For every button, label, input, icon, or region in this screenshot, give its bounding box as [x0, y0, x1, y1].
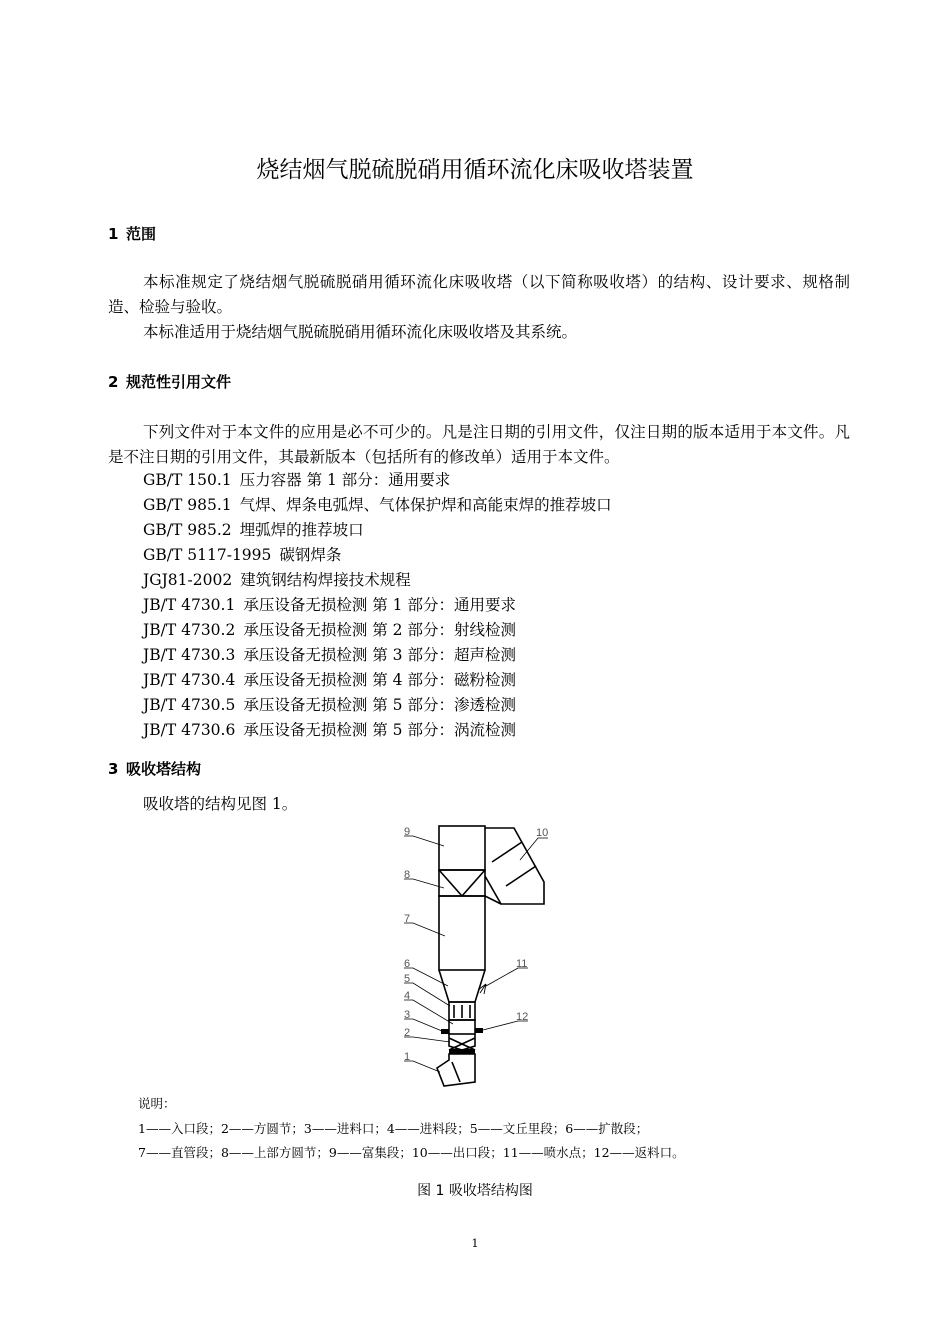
reference-title: 承压设备无损检测 第 3 部分：超声检测: [243, 646, 516, 664]
reference-item: [143, 718, 516, 743]
section-number: 3: [108, 760, 119, 778]
section-3-heading: [108, 759, 201, 779]
reference-code: JB/T 4730.1: [143, 596, 236, 614]
reference-title: 埋弧焊的推荐坡口: [239, 521, 364, 539]
callout-label: 3: [404, 1009, 411, 1021]
enrichment-section: [439, 826, 485, 870]
reference-title: 承压设备无损检测 第 1 部分：通用要求: [243, 596, 516, 614]
reference-code: JB/T 4730.2: [143, 621, 236, 639]
reference-title: 承压设备无损检测 第 2 部分：射线检测: [243, 621, 516, 639]
figure-caption: 图 1 吸收塔结构图: [417, 1183, 533, 1199]
reference-item: [143, 593, 516, 618]
reference-code: GB/T 150.1: [143, 471, 232, 489]
page-number: 1: [471, 1237, 479, 1250]
reference-title: 碳钢焊条: [279, 546, 342, 564]
reference-title: 承压设备无损检测 第 5 部分：涡流检测: [243, 721, 516, 739]
section-number: 2: [108, 373, 119, 391]
reference-code: GB/T 985.1: [143, 496, 232, 514]
section-1-heading: [108, 224, 156, 244]
figure-note-line: 1——入口段；2——方圆节；3——进料口；4——进料段；5——文丘里段；6——扩散段；: [138, 1121, 649, 1136]
figure-note-heading: 说明：: [138, 1096, 176, 1111]
reference-title: 气焊、焊条电弧焊、气体保护焊和高能束焊的推荐坡口: [239, 496, 612, 514]
reference-title: 压力容器 第 1 部分：通用要求: [239, 471, 451, 489]
callout-label: 12: [516, 1011, 529, 1023]
reference-item: [143, 568, 411, 593]
reference-title: 建筑钢结构焊接技术规程: [240, 571, 411, 589]
section-2-heading: [108, 372, 231, 392]
callout-label: 2: [404, 1027, 411, 1039]
reference-code: GB/T 985.2: [143, 521, 232, 539]
section-1-paragraph-1: 本标准规定了烧结烟气脱硫脱硝用循环流化床吸收塔（以下简称吸收塔）的结构、设计要求、规格制造、检验与验收。: [108, 273, 850, 316]
leader-line: [404, 983, 450, 1006]
section-3-paragraph-1: 吸收塔的结构见图 1。: [143, 795, 298, 813]
reference-item: [143, 493, 612, 518]
document-title: 烧结烟气脱硫脱硝用循环流化床吸收塔装置: [256, 157, 694, 183]
return-port: [475, 1028, 483, 1033]
absorber-structure-diagram: [395, 820, 555, 1090]
section-1-paragraph-2: 本标准适用于烧结烟气脱硫脱硝用循环流化床吸收塔及其系统。: [143, 323, 578, 341]
reference-title: 承压设备无损检测 第 5 部分：渗透检测: [243, 696, 516, 714]
callout-label: 6: [404, 958, 411, 970]
reference-item: [143, 618, 516, 643]
inlet-flange: [449, 1049, 475, 1054]
reference-item: [143, 518, 364, 543]
straight-pipe-section: [439, 896, 485, 970]
reference-item: [143, 543, 341, 568]
reference-code: JB/T 4730.3: [143, 646, 236, 664]
callout-label: 8: [404, 869, 411, 881]
section-number: 1: [108, 225, 119, 243]
diffuser-section: [439, 970, 485, 1002]
callout-label: 4: [404, 990, 411, 1002]
reference-code: JB/T 4730.5: [143, 696, 236, 714]
reference-code: JB/T 4730.6: [143, 721, 236, 739]
callout-label: 11: [516, 958, 528, 970]
callout-label: 5: [404, 973, 411, 985]
reference-item: [143, 468, 450, 493]
reference-code: JB/T 4730.4: [143, 671, 236, 689]
reference-title: 承压设备无损检测 第 4 部分：磁粉检测: [243, 671, 516, 689]
callout-label: 7: [404, 913, 411, 925]
reference-item: [143, 668, 516, 693]
section-title: 规范性引用文件: [126, 373, 232, 391]
section-2-paragraph-1: 下列文件对于本文件的应用是必不可少的。凡是注日期的引用文件，仅注日期的版本适用于本文件。凡是不注日期的引用文件，其最新版本（包括所有的修改单）适用于本文件。: [108, 423, 850, 466]
feed-section: [449, 1020, 475, 1034]
section-title: 范围: [126, 225, 157, 243]
leader-line: [486, 968, 528, 986]
section-title: 吸收塔结构: [126, 760, 202, 778]
reference-item: [143, 693, 516, 718]
callout-label: 9: [404, 826, 411, 838]
reference-code: JGJ81-2002: [143, 571, 233, 589]
leader-line: [520, 838, 548, 860]
feed-port: [441, 1029, 449, 1034]
leader-line: [404, 1037, 450, 1042]
callout-label: 1: [404, 1051, 411, 1063]
reference-code: GB/T 5117-1995: [143, 546, 272, 564]
reference-item: [143, 643, 516, 668]
upper-transition-section: [439, 870, 485, 896]
figure-note-line: 7——直管段；8——上部方圆节；9——富集段；10——出口段；11——喷水点；12——返料口。: [138, 1145, 685, 1160]
callout-label: 10: [536, 827, 549, 839]
